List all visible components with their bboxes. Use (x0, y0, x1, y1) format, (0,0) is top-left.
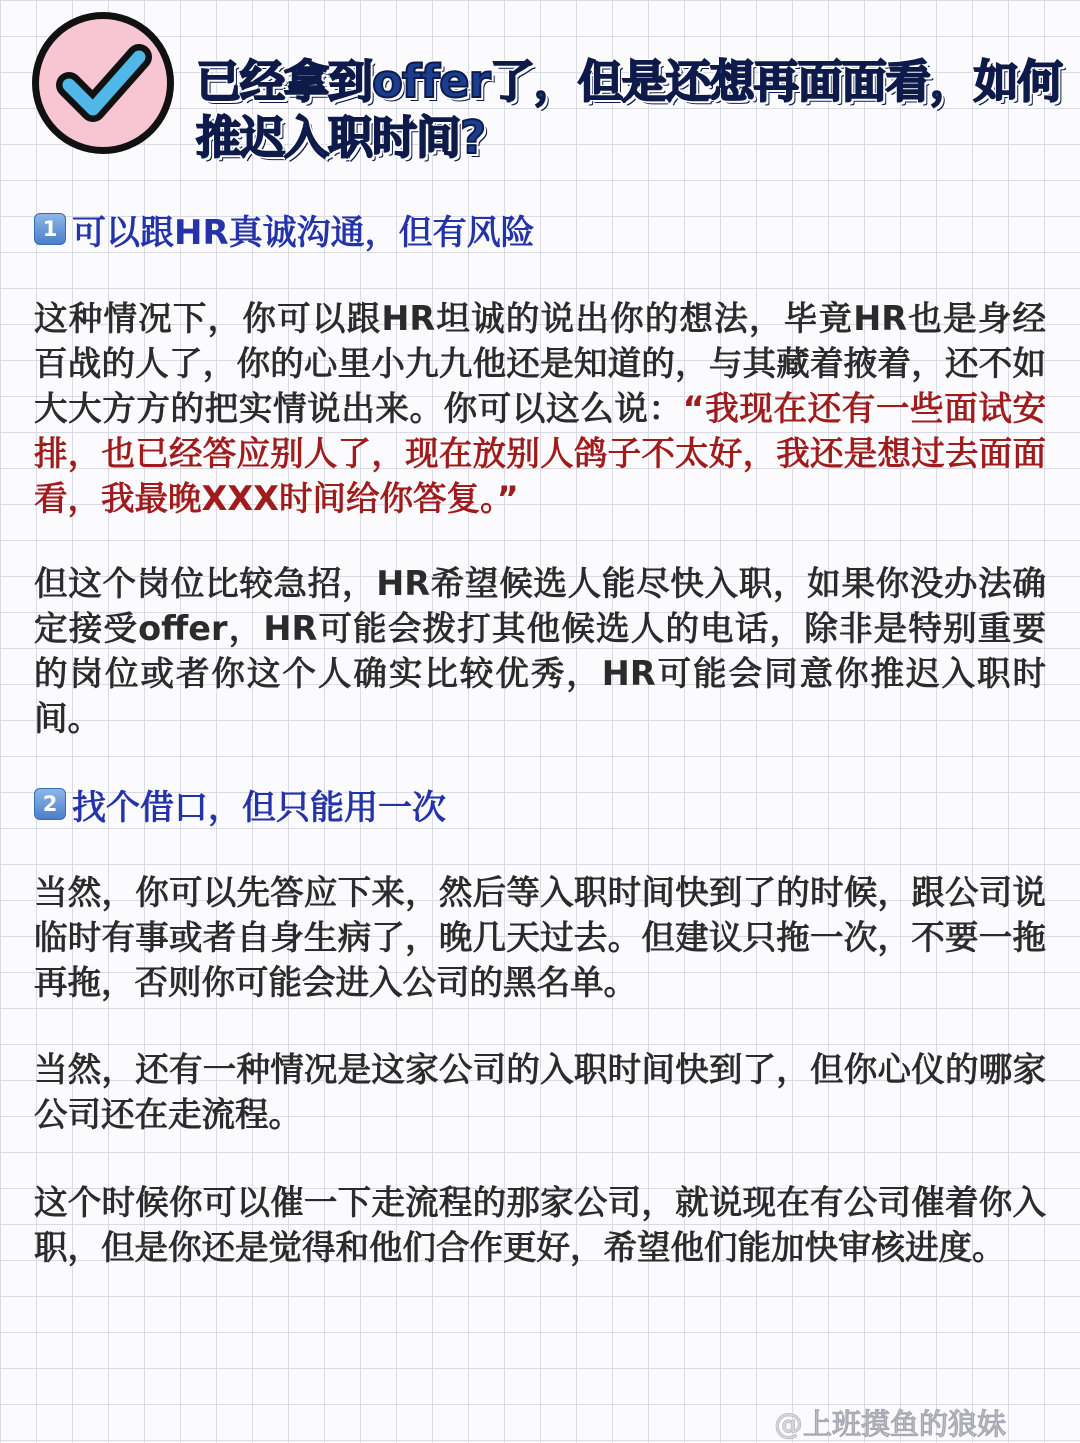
watermark: @上班摸鱼的狼妹 (773, 1407, 1006, 1441)
quote-text: “我现在还有一些面试安排，也已经答应别人了，现在放别人鸽子不太好，我还是想过去面面看，我最晚XXX时间给你答复。” (34, 389, 1046, 518)
section-title: 可以跟HR真诚沟通，但有风险 (72, 212, 535, 253)
check-circle-icon (32, 12, 174, 154)
paragraph: 当然，你可以先答应下来，然后等入职时间快到了的时候，跟公司说临时有事或者自身生病了，晚几天过去。但建议只拖一次，不要一拖再拖，否则你可能会进入公司的黑名单。 (34, 873, 1046, 1002)
paragraph: 这个时候你可以催一下走流程的那家公司，就说现在有公司催着你入职，但是你还是觉得和他们合作更好，希望他们能加快审核进度。 (34, 1183, 1046, 1267)
section-title: 找个借口，但只能用一次 (72, 787, 446, 828)
number-badge: 2 (34, 788, 66, 820)
paragraph-text: 这种情况下，你可以跟HR坦诚的说出你的想法，毕竟HR也是身经百战的人了，你的心里小九九他还是知道的，与其藏着掖着，还不如大大方方的把实情说出来。你可以这么说： (34, 299, 1046, 428)
paragraph: 当然，还有一种情况是这家公司的入职时间快到了，但你心仪的哪家公司还在走流程。 (34, 1050, 1046, 1134)
paragraph: 但这个岗位比较急招，HR希望候选人能尽快入职，如果你没办法确定接受offer，HR可能会拨打其他候选人的电话，除非是特别重要的岗位或者你这个人确实比较优秀，HR可能会同意你推迟入职时间。 (34, 564, 1046, 738)
section-heading-2 (34, 782, 446, 826)
section-heading-1 (34, 207, 535, 251)
paragraph (34, 296, 1046, 521)
page-title: 已经拿到offer了，但是还想再面面看，如何推迟入职时间? (196, 55, 1062, 164)
number-badge: 1 (34, 213, 66, 245)
